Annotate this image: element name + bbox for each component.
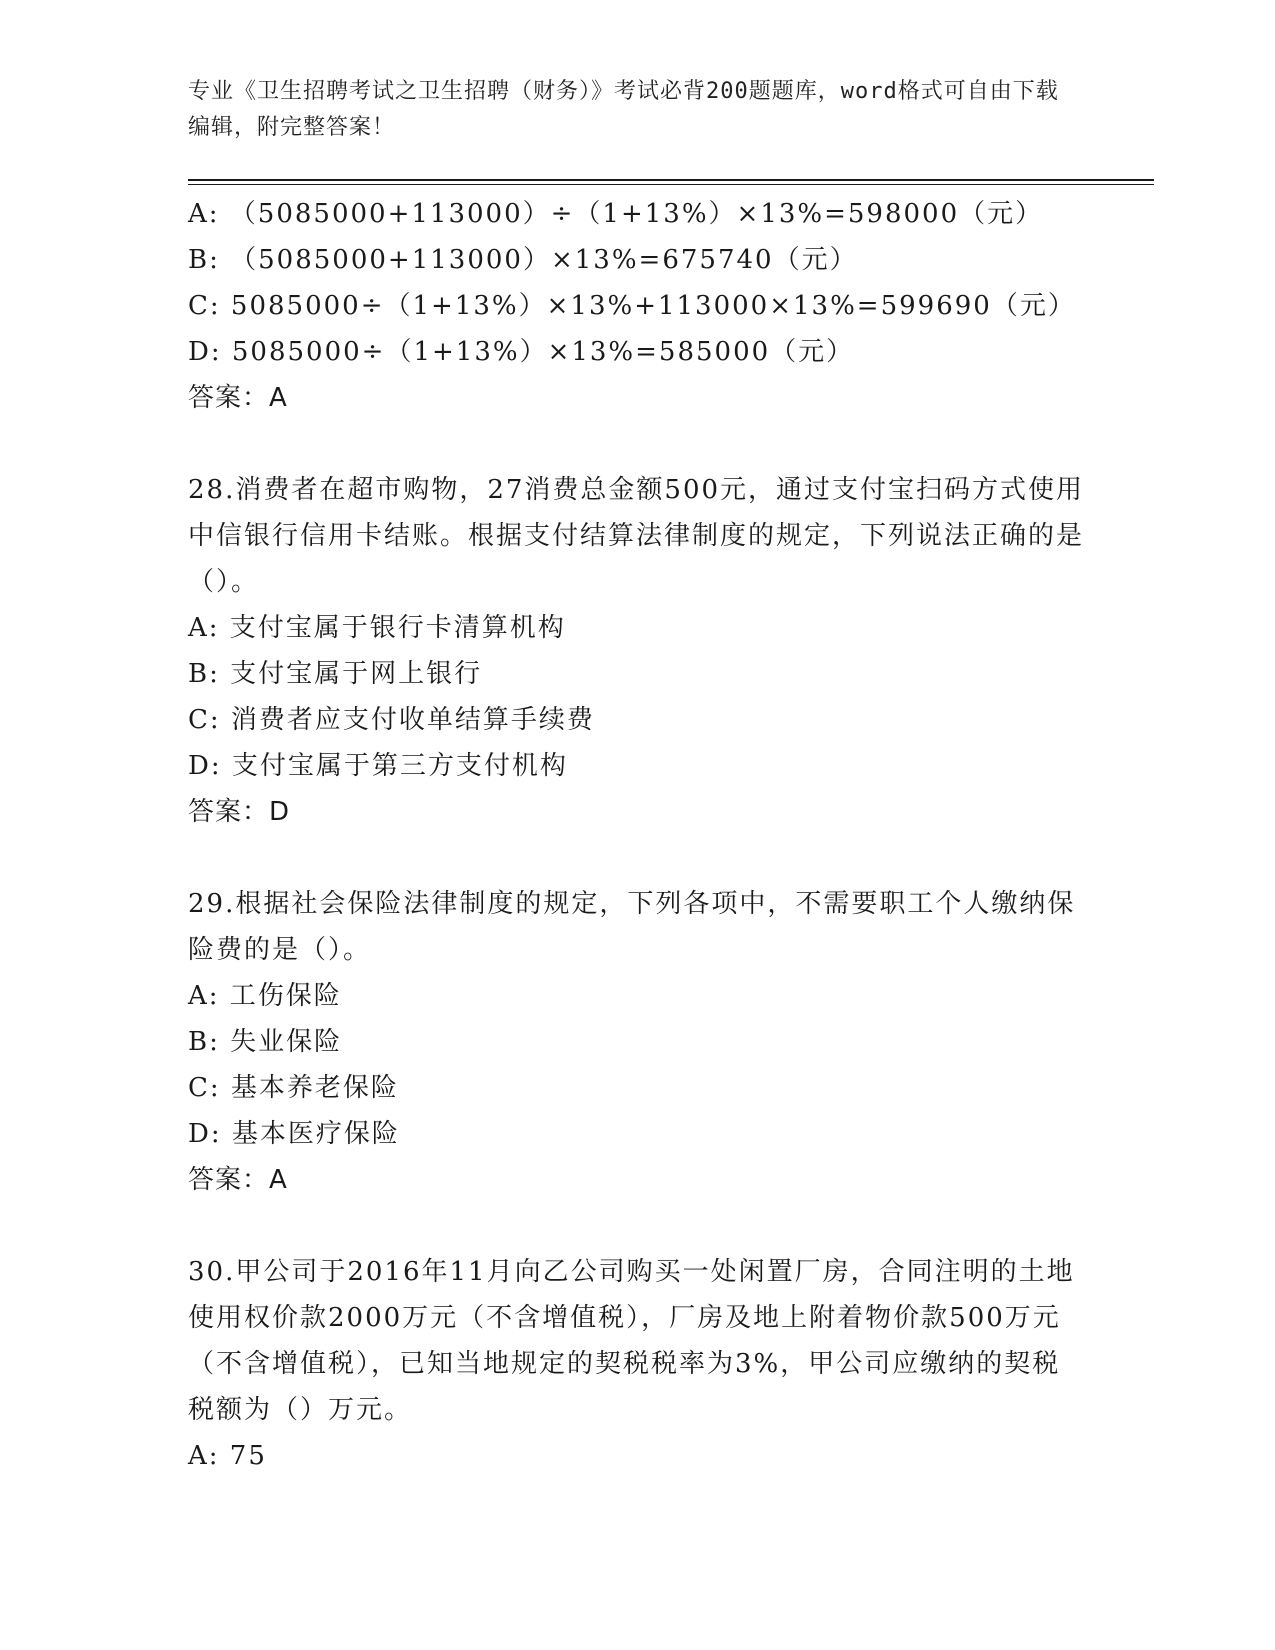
spacer <box>188 1203 1088 1249</box>
question-28-stem: 28.消费者在超市购物，27消费总金额500元，通过支付宝扫码方式使用中信银行信用卡结账。根据支付结算法律制度的规定，下列说法正确的是（）。 <box>188 475 1085 597</box>
option-d: D: 5085000÷（1+13%）×13%=585000（元） <box>188 337 855 367</box>
question-28 <box>188 467 1088 835</box>
option-c: C: 基本养老保险 <box>188 1073 399 1103</box>
question-29-stem: 29.根据社会保险法律制度的规定，下列各项中，不需要职工个人缴纳保险费的是（）。 <box>188 889 1076 965</box>
question-27-options <box>188 191 1088 421</box>
option-d: D: 支付宝属于第三方支付机构 <box>188 751 568 781</box>
answer-28: 答案：D <box>188 797 291 827</box>
answer-27: 答案：A <box>188 383 288 413</box>
option-b: B: （5085000+113000）×13%=675740（元） <box>188 245 858 275</box>
option-a: A: 工伤保险 <box>188 981 342 1011</box>
option-a: A: 支付宝属于银行卡清算机构 <box>188 613 566 643</box>
question-29 <box>188 881 1088 1203</box>
spacer <box>188 835 1088 881</box>
document-header: 专业《卫生招聘考试之卫生招聘（财务）》考试必背200题题库，word格式可自由下载编辑，附完整答案！ <box>188 79 1059 140</box>
question-30-stem: 30.甲公司于2016年11月向乙公司购买一处闲置厂房，合同注明的土地使用权价款2000万元（不含增值税），厂房及地上附着物价款500万元（不含增值税），已知当地规定的契税税率为3%，甲公司应缴纳的契税税额为（）万元。 <box>188 1257 1075 1425</box>
option-b: B: 失业保险 <box>188 1027 343 1057</box>
option-b: B: 支付宝属于网上银行 <box>188 659 483 689</box>
option-a: A: （5085000+113000）÷（1+13%）×13%=598000（元） <box>188 199 1044 229</box>
option-d: D: 基本医疗保险 <box>188 1119 400 1149</box>
question-content <box>188 191 1088 1479</box>
spacer <box>188 421 1088 467</box>
header-divider-thick <box>188 179 1154 181</box>
option-a: A: 75 <box>188 1441 267 1471</box>
option-c: C: 消费者应支付收单结算手续费 <box>188 705 595 735</box>
answer-29: 答案：A <box>188 1165 288 1195</box>
header-divider-thin <box>188 184 1154 185</box>
question-30 <box>188 1249 1088 1479</box>
option-c: C: 5085000÷（1+13%）×13%+113000×13%=599690（元） <box>188 291 1076 321</box>
